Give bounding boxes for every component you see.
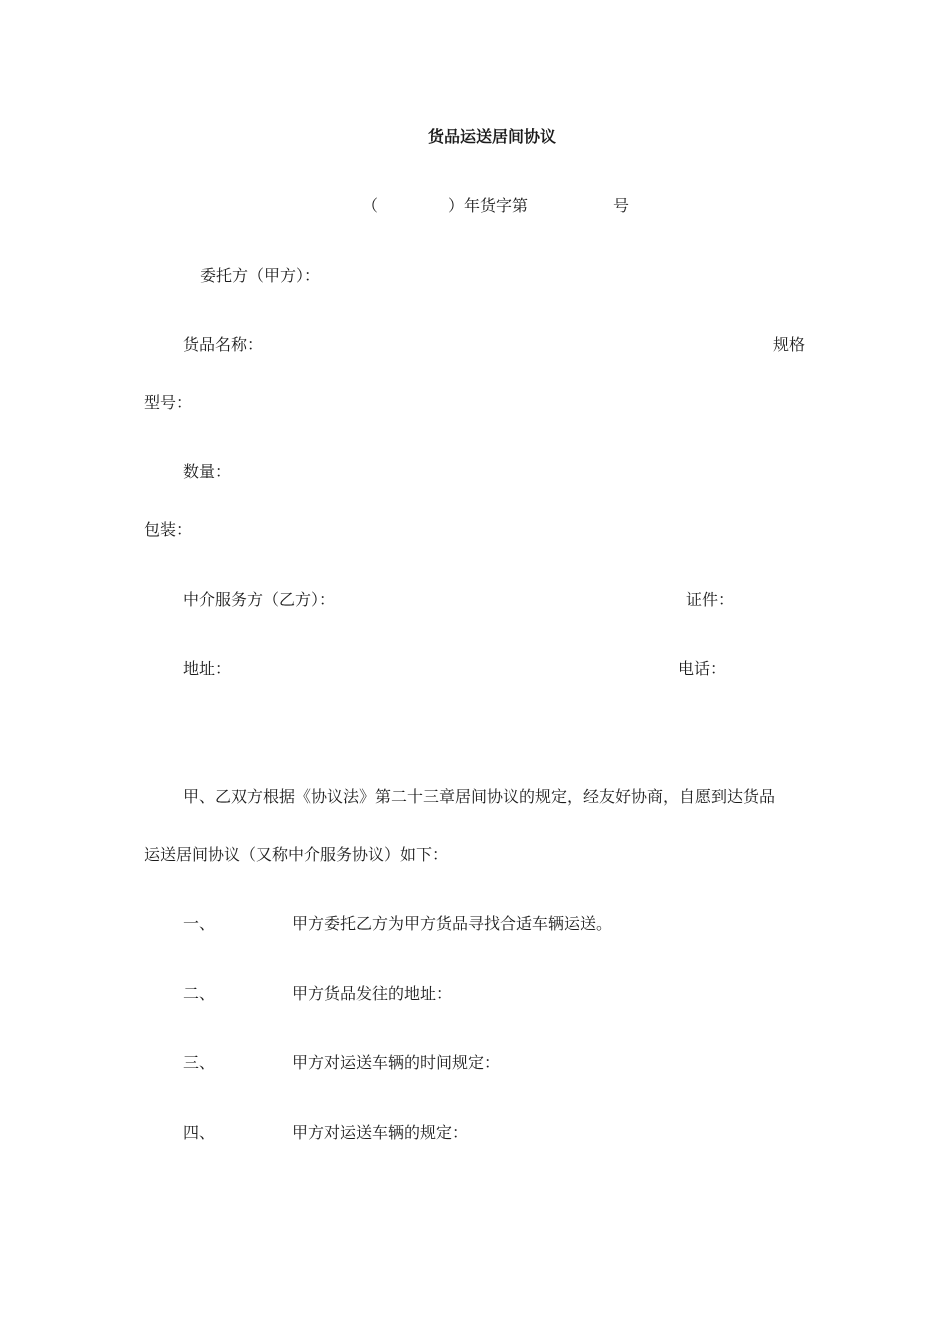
clause-2-text: 甲方货品发往的地址： (292, 984, 453, 1003)
clause-3-number: 三、 (183, 1053, 216, 1072)
number-year-label: ）年货字第 (448, 196, 529, 215)
address-label: 地址： (183, 659, 232, 678)
spec-label: 规格 (773, 335, 806, 354)
phone-label: 电话： (678, 659, 727, 678)
clause-4-text: 甲方对运送车辆的规定： (292, 1123, 469, 1142)
intermediary-label: 中介服务方（乙方）： (183, 590, 336, 609)
quantity-label: 数量： (183, 462, 232, 481)
clause-1-number: 一、 (183, 914, 216, 933)
goods-name-label: 货品名称： (183, 335, 264, 354)
model-label: 型号： (144, 393, 193, 412)
packaging-label: 包装： (144, 520, 193, 539)
clause-2-number: 二、 (183, 984, 216, 1003)
clause-1-text: 甲方委托乙方为甲方货品寻找合适车辆运送。 (292, 914, 613, 933)
principal-label: 委托方（甲方）： (200, 266, 321, 285)
preamble-line-1: 甲、乙双方根据《协议法》第二十三章居间协议的规定，经友好协商，自愿到达货品 (183, 787, 776, 806)
preamble-line-2: 运送居间协议（又称中介服务协议）如下： (144, 845, 449, 864)
clause-3-text: 甲方对运送车辆的时间规定： (292, 1053, 501, 1072)
certificate-label: 证件： (686, 590, 735, 609)
number-open-paren: （ (362, 196, 379, 215)
number-suffix: 号 (613, 196, 630, 215)
document-title: 货品运送居间协议 (428, 127, 557, 146)
clause-4-number: 四、 (183, 1123, 216, 1142)
